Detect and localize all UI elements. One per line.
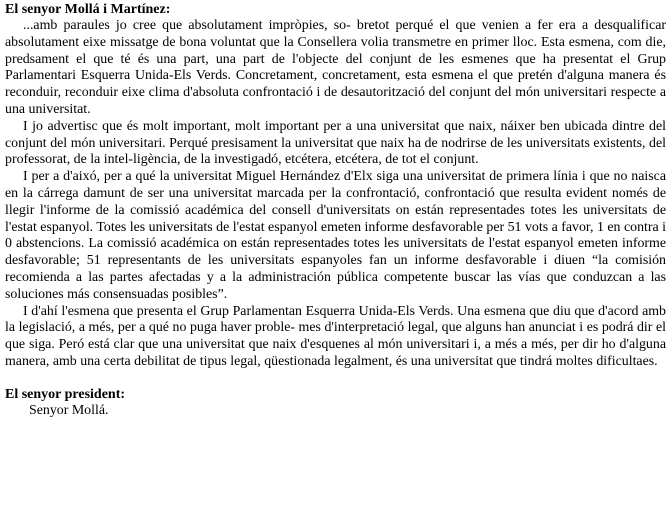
section-divider-space [5,371,666,387]
paragraph-president: Senyor Mollá. [29,402,109,418]
speaker-heading-molla: El senyor Mollá i Martínez: [5,2,171,17]
paragraph-3: I per a d'aixó, per a qué la universitat Miguel Hernández d'Elx siga una universitat de primera línia i que no naisca en la cárrega damunt de ser una universitat marcada per la confrontació, confrontació que resulta evident només de llegir l'informe de la comissió académica del consell d'universitats on están representades totes les universitats de l'estat espanyol. Totes les universitats de l'estat espanyol emeten informe desfavorable per 51 vots a favor, 1 en contra i 0 abstencions. La comissió académica on están representades totes les universitats de l'estat espanyol emeten informe desfavorable; 51 representants de les universitats espanyoles fan un informe desfavorable i diuen “la comisión recomienda a las partes afectadas y a la administración pública competente buscar las vías que conduzcan a las soluciones más consensuadas posibles”. [5,169,666,302]
speaker-heading-president: El senyor president: [5,386,126,402]
paragraph-1: ...amb paraules jo cree que absolutament impròpies, so- bretot perqué el que venien a fer era a desqualificar absolutament eixe missatge de bona voluntat que la Consellera volia transmetre en primer lloc. Esta esmena, com die, predsament el que té és una part, una part de l'objecte del conjunt de les esmenes que ha presentat el Grup Parlamentari Esquerra Unida-Els Verds. Concretament, concretament, esta esmena el que pretén d'alguna manera és reconduir, reconduir eixe clima d'absoluta confrontació i de desautorització del conjunt del món universitari respecte a una universitat. [5,18,666,117]
paragraph-2: I jo advertisc que és molt important, molt important per a una universitat que naix, náixer ben ubicada dintre del conjunt del món universitari. Perqué presisament la universitat que naix ha de nodrirse de les universitats existents, del professorat, de la intel-ligència, de la investigadó, etcétera, etcétera, de tot el conjunt. [5,118,666,168]
paragraph-4: I d'ahí l'esmena que presenta el Grup Parlamentan Esquerra Unida-Els Verds. Una esmena que diu que d'acord amb la legislació, a més, per a qué no puga haver proble- mes d'interpretació legal, que alguns han anunciat i es podrá dir el que siga. Peró está clar que una universitat que naix d'esquenes al món universitari i, a més a més, per dir ho d'alguna manera, amb una certa debilitat de tipus legal, qüestionada legalment, és una universitat que tindrá moltes dificultaes. [5,303,666,369]
